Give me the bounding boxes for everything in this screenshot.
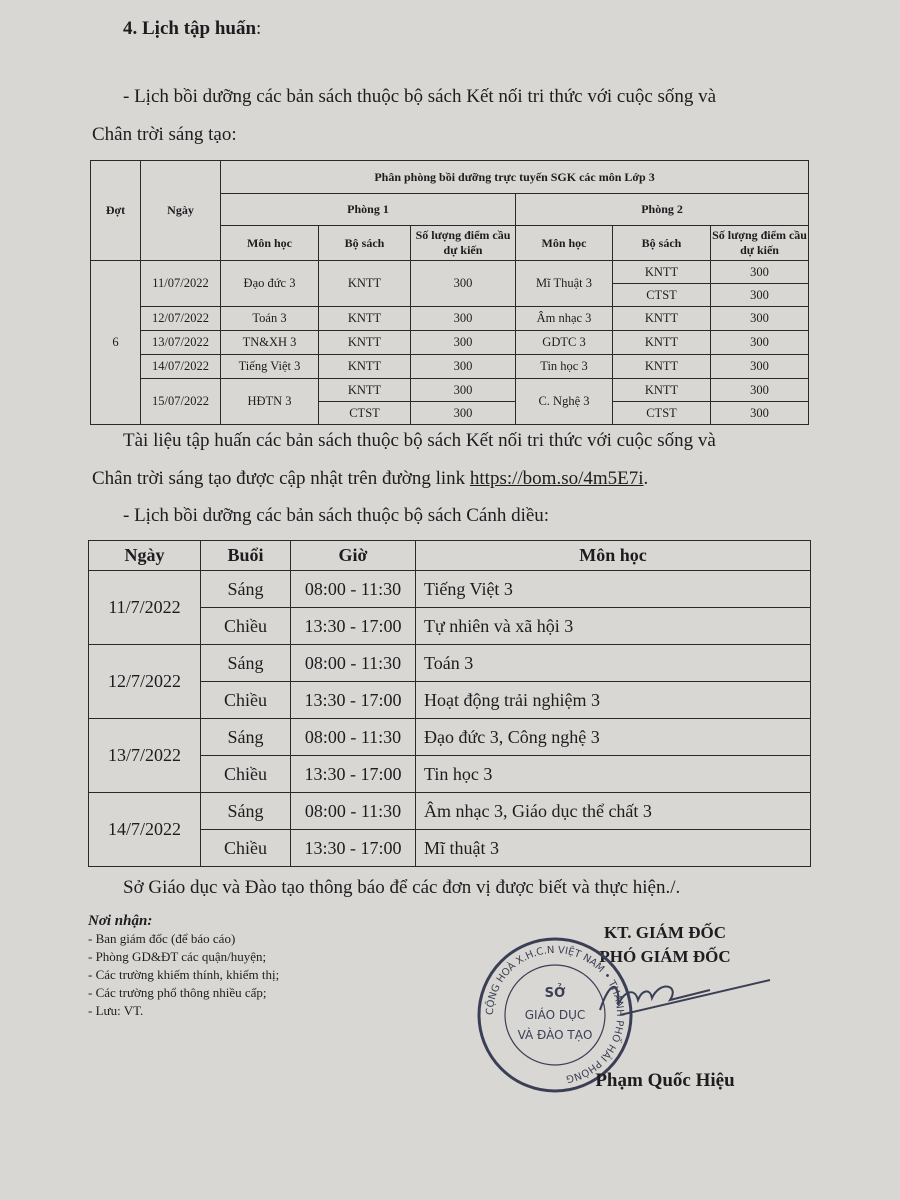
intro-paragraph-line1: - Lịch bồi dưỡng các bản sách thuộc bộ sách Kết nối tri thức với cuộc sống và xyxy=(123,86,717,107)
p2-count-cell: 300 xyxy=(711,402,809,425)
table-row xyxy=(91,379,809,402)
schedule-table-kntt-ctst xyxy=(90,160,809,425)
p1-count-cell: 300 xyxy=(411,307,516,331)
header-buoi: Buổi xyxy=(201,541,291,571)
p2-book-cell: CTST xyxy=(613,402,711,425)
table-row xyxy=(89,719,811,756)
p2-count-cell: 300 xyxy=(711,284,809,307)
recipients-block xyxy=(88,912,279,1020)
recipient-item: - Lưu: VT. xyxy=(88,1003,144,1018)
p2-book-cell: KNTT xyxy=(613,331,711,355)
table-row xyxy=(91,261,809,284)
header-bo-sach: Bộ sách xyxy=(319,226,411,261)
stamp-text: SỞ xyxy=(544,986,566,1001)
header-dot: Đợt xyxy=(91,161,141,261)
time-cell: 08:00 - 11:30 xyxy=(291,793,416,830)
subject-cell: Mĩ thuật 3 xyxy=(416,830,811,867)
p2-book-cell: KNTT xyxy=(613,261,711,284)
session-cell: Sáng xyxy=(201,719,291,756)
stamp-text: GIÁO DỤC xyxy=(524,1008,586,1022)
table-row xyxy=(89,571,811,608)
p2-subject-cell: GDTC 3 xyxy=(516,331,613,355)
session-cell: Chiều xyxy=(201,682,291,719)
p2-count-cell: 300 xyxy=(711,307,809,331)
table-row xyxy=(91,307,809,331)
p1-subject-cell: Tiếng Việt 3 xyxy=(221,355,319,379)
date-cell: 12/07/2022 xyxy=(141,307,221,331)
date-cell: 11/07/2022 xyxy=(141,261,221,307)
session-cell: Sáng xyxy=(201,571,291,608)
header-ngay: Ngày xyxy=(141,161,221,261)
time-cell: 13:30 - 17:00 xyxy=(291,682,416,719)
session-cell: Chiều xyxy=(201,830,291,867)
p2-count-cell: 300 xyxy=(711,379,809,402)
p2-book-cell: KNTT xyxy=(613,379,711,402)
date-cell: 11/7/2022 xyxy=(89,571,201,645)
table-row xyxy=(89,645,811,682)
p1-book-cell: KNTT xyxy=(319,379,411,402)
closing-sentence: Sở Giáo dục và Đào tạo thông báo để các đơn vị được biết và thực hiện./. xyxy=(123,877,681,898)
recipient-item: - Phòng GD&ĐT các quận/huyện; xyxy=(88,949,267,964)
handwritten-signature xyxy=(580,960,780,1030)
p1-book-cell: KNTT xyxy=(319,331,411,355)
recipient-item: - Các trường phổ thông nhiều cấp; xyxy=(88,985,267,1000)
signer-name: Phạm Quốc Hiệu xyxy=(595,1070,735,1091)
date-cell: 13/7/2022 xyxy=(89,719,201,793)
header-mon-hoc: Môn học xyxy=(416,541,811,571)
p2-count-cell: 300 xyxy=(711,355,809,379)
subject-cell: Tự nhiên và xã hội 3 xyxy=(416,608,811,645)
signature-title-1: KT. GIÁM ĐỐC xyxy=(604,923,726,942)
material-line2: Chân trời sáng tạo được cập nhật trên đường link https://bom.so/4m5E7i. xyxy=(92,468,649,489)
time-cell: 08:00 - 11:30 xyxy=(291,719,416,756)
time-cell: 08:00 - 11:30 xyxy=(291,645,416,682)
session-cell: Chiều xyxy=(201,608,291,645)
p1-count-cell: 300 xyxy=(411,355,516,379)
header-ngay: Ngày xyxy=(89,541,201,571)
subject-cell: Tin học 3 xyxy=(416,756,811,793)
p2-book-cell: KNTT xyxy=(613,307,711,331)
header-group: Phân phòng bồi dưỡng trực tuyến SGK các môn Lớp 3 xyxy=(221,161,809,194)
subject-cell: Hoạt động trải nghiệm 3 xyxy=(416,682,811,719)
date-cell: 12/7/2022 xyxy=(89,645,201,719)
recipient-item: - Ban giám đốc (để báo cáo) xyxy=(88,931,236,946)
p1-count-cell: 300 xyxy=(411,331,516,355)
p2-subject-cell: Tin học 3 xyxy=(516,355,613,379)
material-line1: Tài liệu tập huấn các bản sách thuộc bộ sách Kết nối tri thức với cuộc sống và xyxy=(123,430,716,451)
p1-subject-cell: Đạo đức 3 xyxy=(221,261,319,307)
date-cell: 15/07/2022 xyxy=(141,379,221,425)
date-cell: 14/7/2022 xyxy=(89,793,201,867)
time-cell: 08:00 - 11:30 xyxy=(291,571,416,608)
p1-book-cell: KNTT xyxy=(319,307,411,331)
material-link[interactable]: https://bom.so/4m5E7i xyxy=(469,468,644,489)
table-row xyxy=(91,355,809,379)
p1-count-cell: 300 xyxy=(411,261,516,307)
p2-subject-cell: C. Nghệ 3 xyxy=(516,379,613,425)
p2-subject-cell: Mĩ Thuật 3 xyxy=(516,261,613,307)
session-cell: Sáng xyxy=(201,793,291,830)
header-gio: Giờ xyxy=(291,541,416,571)
time-cell: 13:30 - 17:00 xyxy=(291,608,416,645)
p1-book-cell: KNTT xyxy=(319,355,411,379)
intro2-paragraph: - Lịch bồi dưỡng các bản sách thuộc bộ sách Cánh diều: xyxy=(123,505,550,526)
table-row xyxy=(89,793,811,830)
p2-book-cell: CTST xyxy=(613,284,711,307)
session-cell: Chiều xyxy=(201,756,291,793)
subject-cell: Đạo đức 3, Công nghệ 3 xyxy=(416,719,811,756)
header-mon-hoc: Môn học xyxy=(516,226,613,261)
header-phong1: Phòng 1 xyxy=(221,194,516,226)
subject-cell: Âm nhạc 3, Giáo dục thể chất 3 xyxy=(416,793,811,830)
schedule-table-canh-dieu xyxy=(88,540,811,867)
recipient-item: - Các trường khiếm thính, khiếm thị; xyxy=(88,967,280,982)
p1-book-cell: KNTT xyxy=(319,261,411,307)
date-cell: 14/07/2022 xyxy=(141,355,221,379)
p2-subject-cell: Âm nhạc 3 xyxy=(516,307,613,331)
section-heading: 4. Lịch tập huấn: xyxy=(123,18,262,39)
p2-book-cell: KNTT xyxy=(613,355,711,379)
signature-title-2: PHÓ GIÁM ĐỐC xyxy=(599,947,731,966)
header-so-luong: Số lượng điểm cầu dự kiến xyxy=(411,226,516,261)
p1-count-cell: 300 xyxy=(411,402,516,425)
stamp-text: VÀ ĐÀO TẠO xyxy=(517,1028,593,1042)
header-phong2: Phòng 2 xyxy=(516,194,809,226)
p1-subject-cell: HĐTN 3 xyxy=(221,379,319,425)
session-cell: Sáng xyxy=(201,645,291,682)
subject-cell: Toán 3 xyxy=(416,645,811,682)
dot-cell: 6 xyxy=(91,261,141,425)
subject-cell: Tiếng Việt 3 xyxy=(416,571,811,608)
header-bo-sach: Bộ sách xyxy=(613,226,711,261)
header-mon-hoc: Môn học xyxy=(221,226,319,261)
time-cell: 13:30 - 17:00 xyxy=(291,756,416,793)
recipients-title: Nơi nhận: xyxy=(88,913,153,929)
stamp-text: CỘNG HOÀ X.H.C.N VIỆT NAM • THÀNH PHỐ HẢI PHÒNG xyxy=(484,944,626,1085)
p2-count-cell: 300 xyxy=(711,331,809,355)
p1-count-cell: 300 xyxy=(411,379,516,402)
date-cell: 13/07/2022 xyxy=(141,331,221,355)
header-so-luong: Số lượng điểm cầu dự kiến xyxy=(711,226,809,261)
p1-subject-cell: Toán 3 xyxy=(221,307,319,331)
table-row xyxy=(91,331,809,355)
p1-subject-cell: TN&XH 3 xyxy=(221,331,319,355)
time-cell: 13:30 - 17:00 xyxy=(291,830,416,867)
p1-book-cell: CTST xyxy=(319,402,411,425)
intro-paragraph-line2: Chân trời sáng tạo: xyxy=(92,124,237,145)
p2-count-cell: 300 xyxy=(711,261,809,284)
